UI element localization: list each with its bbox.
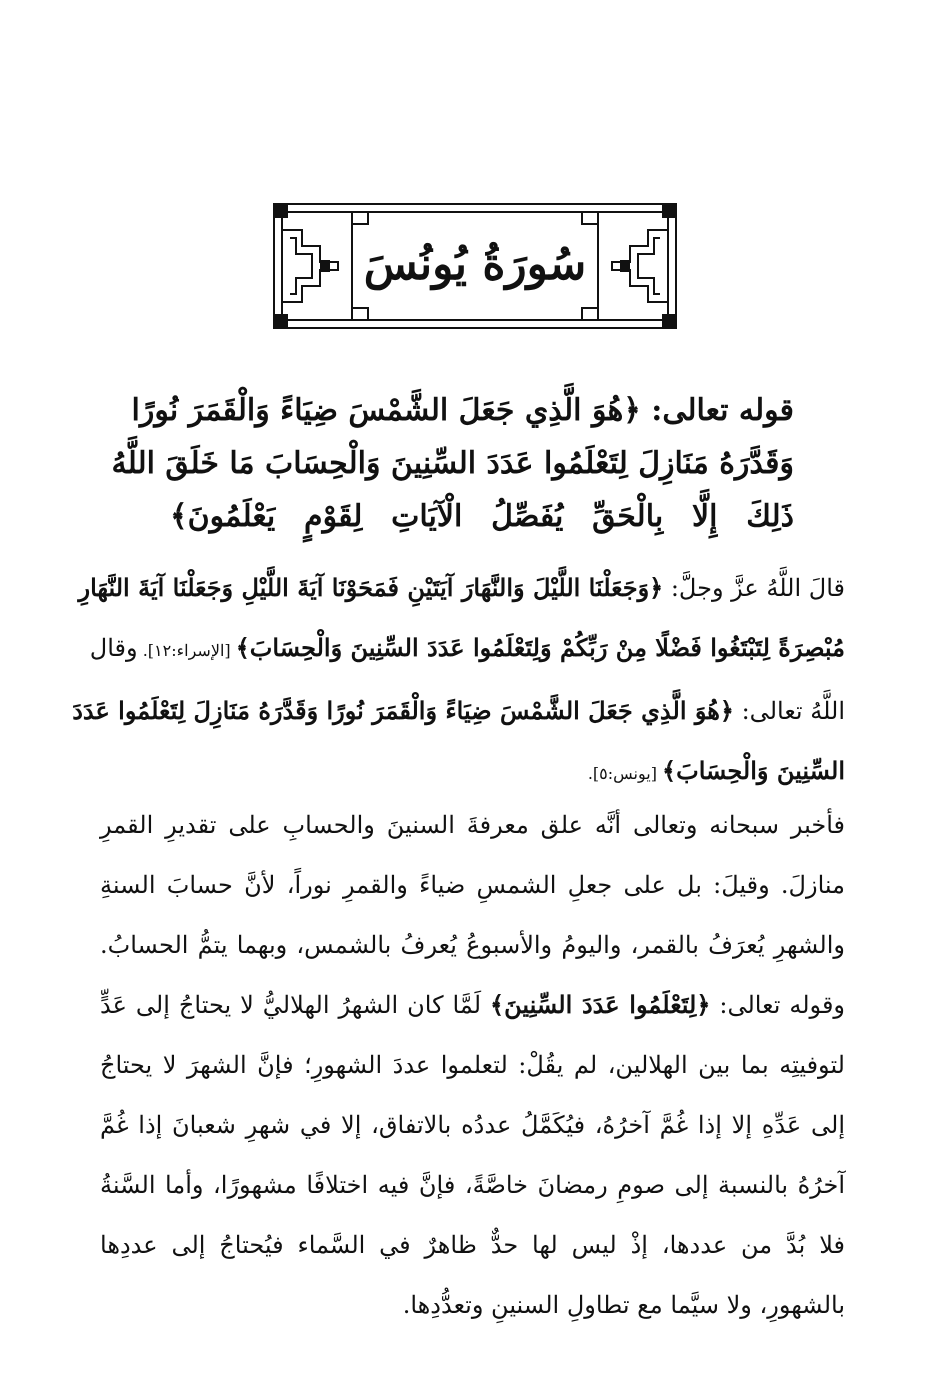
text-run: وقوله تعالى: <box>710 991 846 1019</box>
paragraph-line <box>78 558 845 618</box>
paragraph-line: فلا بُدَّ من عددها، إذْ ليس لها حدٌّ ظاهرٌ في السَّماء فيُحتاجُ إلى عددِها <box>100 1231 845 1259</box>
paragraph-2 <box>100 795 845 1335</box>
paragraph-line: منازلَ. وقيلَ: بل على جعلِ الشمسِ ضياءً والقمرِ نوراً، لأنَّ حسابَ السنةِ <box>100 871 845 899</box>
verse-line: ذَلِكَ إِلَّا بِالْحَقِّ يُفَصِّلُ الْآيَاتِ لِقَوْمٍ يَعْلَمُونَ﴾ <box>170 499 794 534</box>
paragraph-line <box>100 975 845 1035</box>
quran-quote: السِّنِينَ وَالْحِسَابَ﴾ <box>662 756 845 785</box>
paragraph-line: لتوفيتِه بما بين الهلالين، لم يقُلْ: لتعلموا عددَ الشهورِ؛ فإنَّ الشهرَ لا يحتاجُ <box>100 1051 845 1079</box>
paragraph-line <box>89 618 845 681</box>
paragraph-line: إلى عَدِّهِ إلا إذا غُمَّ آخرُهُ، فيُكَمَّلُ عددُه بالاتفاق، إلا في شهرِ شعبانَ إذا غُمَّ <box>100 1111 845 1139</box>
quran-quote: ﴿وَجَعَلْنَا اللَّيْلَ وَالنَّهَارَ آيَتَيْنِ فَمَحَوْنَا آيَةَ اللَّيْلِ وَجَعَلْنَا آيَةَ النَّهَارِ <box>78 573 664 602</box>
text-run: اللَّهُ تعالى: <box>733 697 845 725</box>
verse-quote-block <box>111 384 794 543</box>
paragraph-line: والشهرِ يُعرَفُ بالقمر، واليومُ والأسبوعُ يُعرفُ بالشمس، وبهما يتمُّ الحسابُ. <box>100 931 845 959</box>
paragraph-line: فأخبر سبحانه وتعالى أنَّه علق معرفةَ السنينَ والحسابِ على تقديرِ القمرِ <box>100 811 845 839</box>
paragraph-line <box>72 681 845 741</box>
paragraph-1 <box>72 558 845 804</box>
paragraph-line: آخرُهُ بالنسبة إلى صومِ رمضانَ خاصَّةً، فإنَّ فيه اختلافًا مشهورًا، وأما السَّنةُ <box>100 1171 845 1199</box>
quran-quote: ﴿هُوَ الَّذِي جَعَلَ الشَّمْسَ ضِيَاءً وَالْقَمَرَ نُورًا وَقَدَّرَهُ مَنَازِلَ لِتَعْلَمُوا عَدَدَ <box>72 696 734 725</box>
verse-line: وَقَدَّرَهُ مَنَازِلَ لِتَعْلَمُوا عَدَدَ السِّنِينَ وَالْحِسَابَ مَا خَلَقَ اللَّهُ <box>111 446 794 481</box>
quran-quote: ﴿لِتَعْلَمُوا عَدَدَ السِّنِينَ﴾ <box>490 990 711 1019</box>
surah-title-frame <box>272 202 678 330</box>
surah-title: سُورَةُ يُونُسَ <box>363 238 587 290</box>
text-run: وقال <box>89 634 138 662</box>
text-run: قالَ اللَّهُ عزَّ وجلَّ: <box>663 574 845 602</box>
quran-quote: مُبْصِرَةً لِتَبْتَغُوا فَضْلًا مِنْ رَبِّكُمْ وَلِتَعْلَمُوا عَدَدَ السِّنِينَ وَالْحِسَابَ﴾ <box>235 633 845 662</box>
verse-line: قوله تعالى: ﴿هُوَ الَّذِي جَعَلَ الشَّمْسَ ضِيَاءً وَالْقَمَرَ نُورًا <box>131 393 794 428</box>
verse-reference: [الإسراء:١٢]. <box>137 641 236 660</box>
paragraph-line: بالشهورِ، ولا سيَّما مع تطاولِ السنينِ وتعدُّدِها. <box>402 1291 845 1319</box>
verse-reference: [يونس:٥]. <box>587 764 663 783</box>
text-run: لَمَّا كان الشهرُ الهلاليُّ لا يحتاجُ إلى عَدٍّ <box>100 991 491 1019</box>
